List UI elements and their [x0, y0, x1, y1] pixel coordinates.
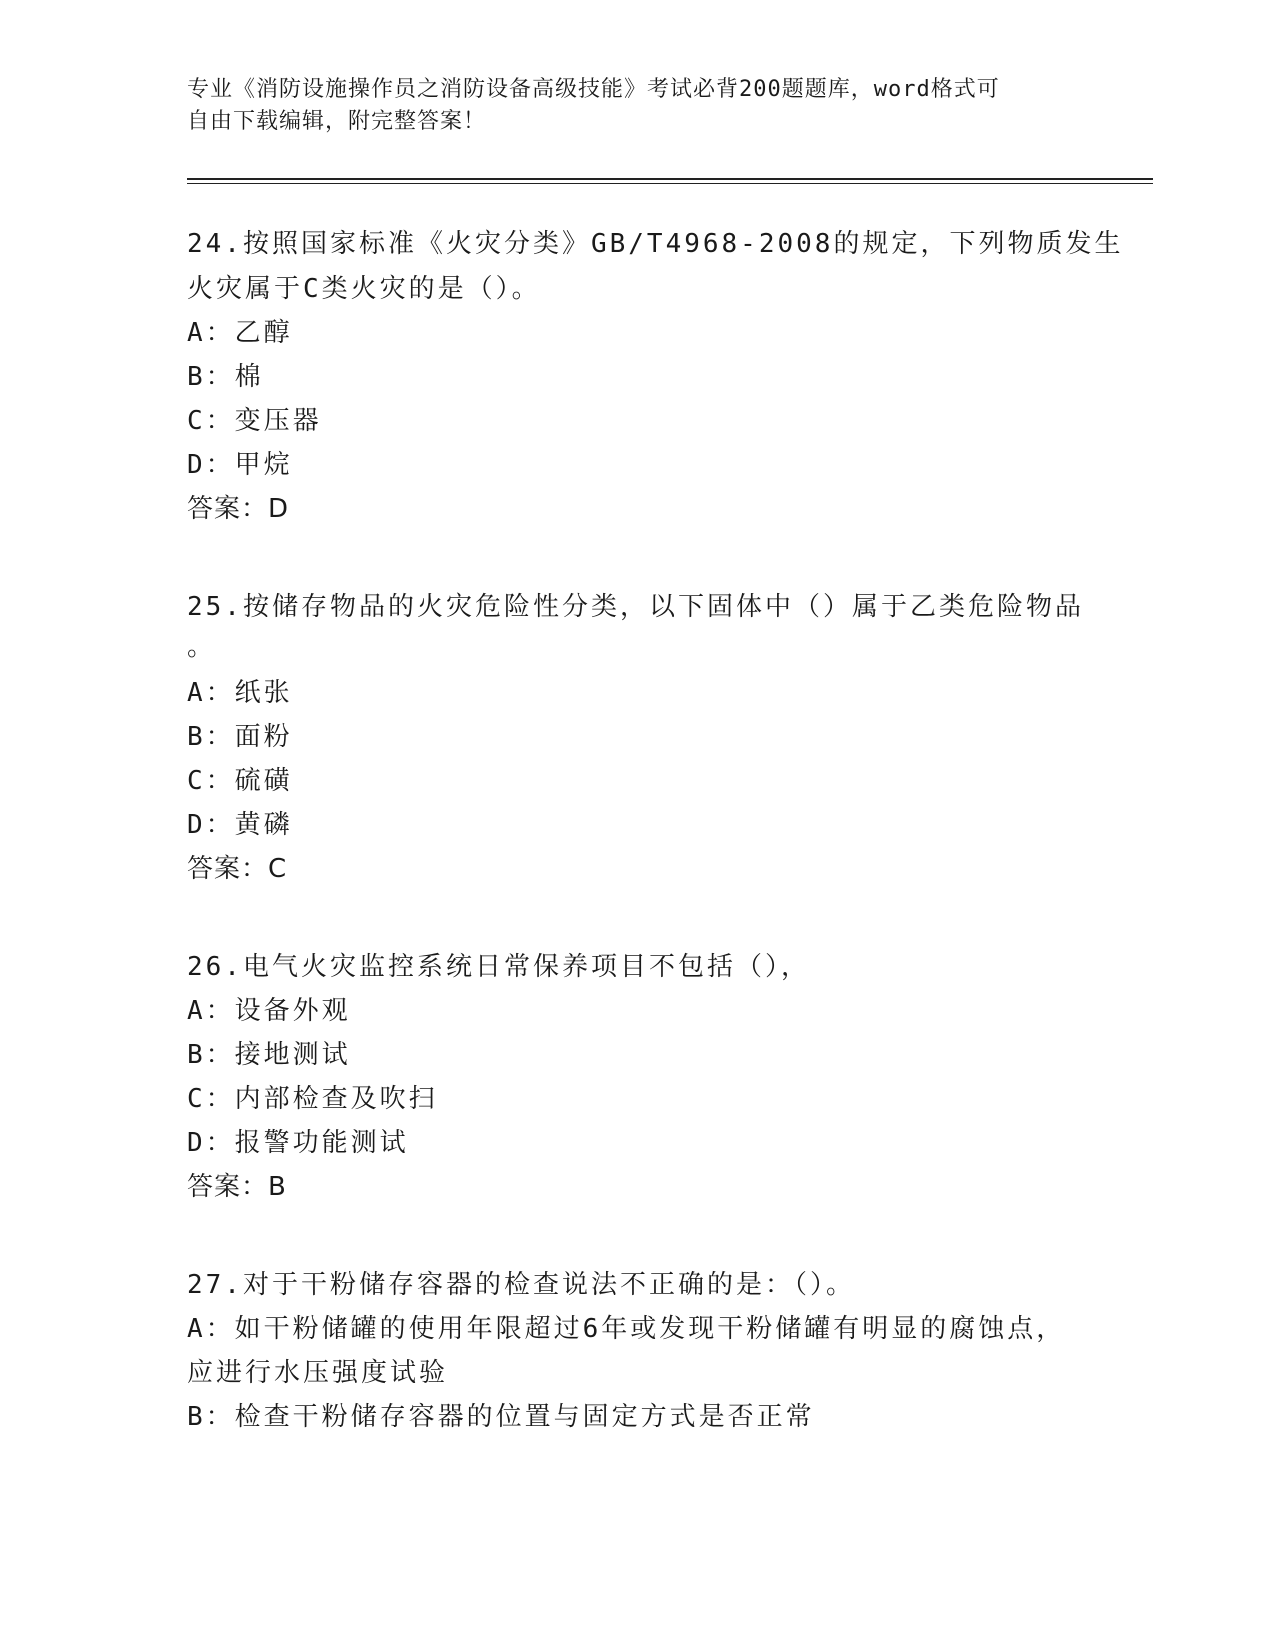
question-25-option-d: D：黄磷	[187, 810, 293, 840]
question-25-option-c: C：硫磺	[187, 766, 293, 796]
question-24-option-d: D：甲烷	[187, 450, 293, 480]
header-line-2: 自由下载编辑，附完整答案！	[187, 109, 487, 134]
question-27-option-a-line-1: A：如干粉储罐的使用年限超过6年或发现干粉储罐有明显的腐蚀点，	[187, 1314, 1066, 1344]
question-27-option-b: B：检查干粉储存容器的位置与固定方式是否正常	[187, 1402, 815, 1432]
question-26-option-b: B：接地测试	[187, 1040, 351, 1070]
question-25-option-b: B：面粉	[187, 722, 293, 752]
question-27-option-a-line-2: 应进行水压强度试验	[187, 1358, 449, 1388]
question-24-option-a: A：乙醇	[187, 318, 293, 348]
question-25-stem-line-2: 。	[187, 632, 217, 662]
question-24-option-b: B：棉	[187, 362, 264, 392]
header-divider-thick	[187, 178, 1153, 180]
question-24-answer: 答案：D	[187, 494, 290, 524]
question-26-option-a: A：设备外观	[187, 996, 351, 1026]
question-24-stem-line-2: 火灾属于C类火灾的是（）。	[187, 274, 541, 304]
question-25-answer: 答案：C	[187, 854, 288, 884]
question-26-option-d: D：报警功能测试	[187, 1128, 409, 1158]
question-24-option-c: C：变压器	[187, 406, 322, 436]
question-24-stem-line-1: 24.按照国家标准《火灾分类》GB/T4968-2008的规定，下列物质发生	[187, 229, 1124, 259]
header-line-1: 专业《消防设施操作员之消防设备高级技能》考试必背200题题库，word格式可	[187, 77, 1000, 102]
header-divider-thin	[187, 183, 1153, 184]
question-25-stem-line-1: 25.按储存物品的火灾危险性分类，以下固体中（）属于乙类危险物品	[187, 592, 1084, 622]
document-header	[187, 74, 1087, 138]
question-25-option-a: A：纸张	[187, 678, 293, 708]
question-26-option-c: C：内部检查及吹扫	[187, 1084, 438, 1114]
question-26-answer: 答案：B	[187, 1172, 287, 1202]
question-26-stem: 26.电气火灾监控系统日常保养项目不包括（），	[187, 952, 810, 982]
question-27-stem: 27.对于干粉储存容器的检查说法不正确的是：（）。	[187, 1270, 855, 1300]
